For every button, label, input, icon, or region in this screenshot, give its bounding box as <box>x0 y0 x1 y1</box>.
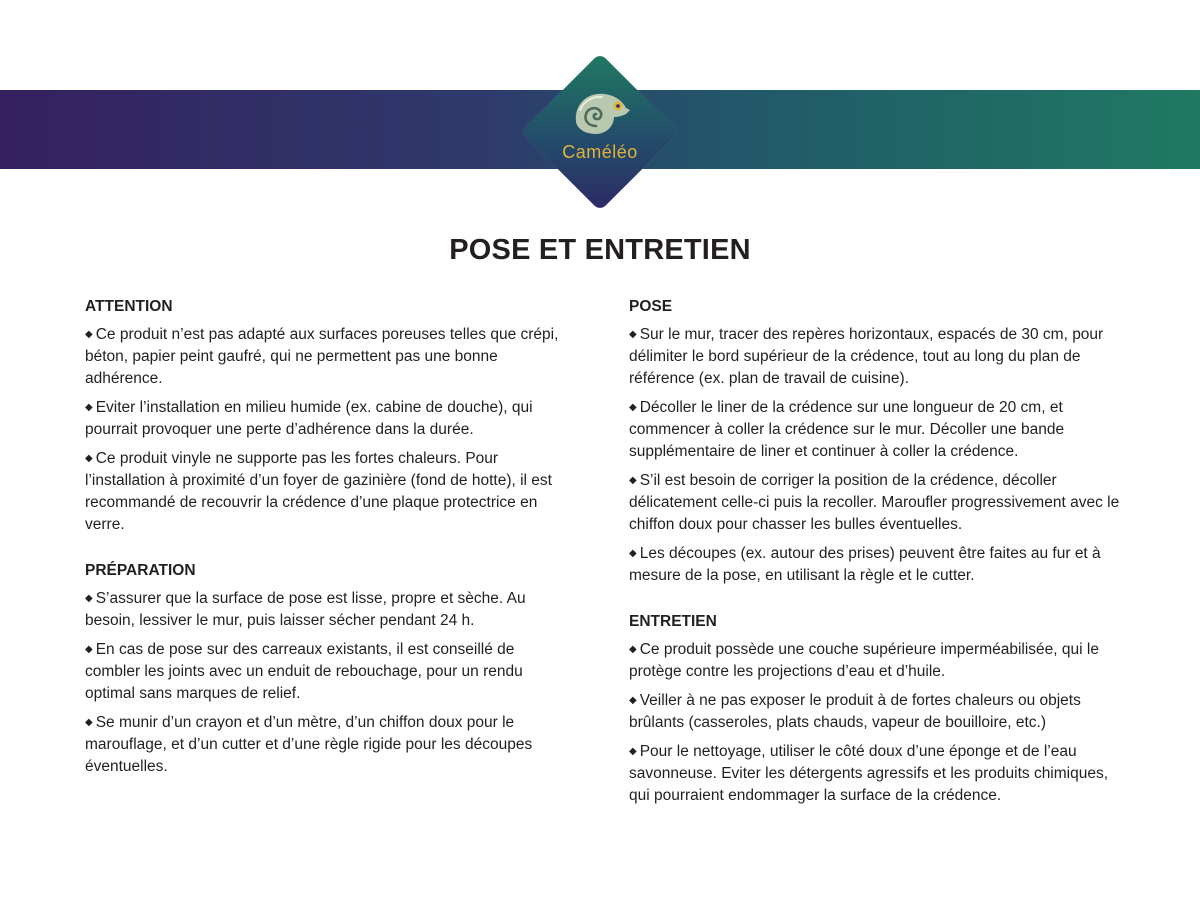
list-item <box>85 397 565 441</box>
list-item <box>85 588 565 632</box>
list-item-text: S’assurer que la surface de pose est lisse, propre et sèche. Au besoin, lessiver le mur, puis laisser sécher pendant 24 h. <box>85 590 526 629</box>
bullet-icon: ◆ <box>85 329 93 340</box>
list-item <box>629 741 1129 807</box>
list-item-text: En cas de pose sur des carreaux existants, il est conseillé de combler les joints avec un enduit de rebouchage, pour un rendu optimal sans marques de relief. <box>85 641 523 702</box>
list-item <box>629 639 1129 683</box>
list-item <box>85 639 565 705</box>
bullet-icon: ◆ <box>629 746 637 757</box>
bullet-icon: ◆ <box>629 402 637 413</box>
section-heading: ENTRETIEN <box>629 613 717 630</box>
section-heading: ATTENTION <box>85 298 173 315</box>
section-attention <box>85 298 565 536</box>
brand-logo <box>532 64 668 200</box>
list-item-text: S’il est besoin de corriger la position de la crédence, décoller délicatement celle-ci puis la recoller. Maroufler progressivement avec le chiffon doux pour chasser les bulles éventuelles. <box>629 472 1120 533</box>
bullet-icon: ◆ <box>85 717 93 728</box>
list-item-text: Décoller le liner de la crédence sur une longueur de 20 cm, et commencer à coller la crédence sur le mur. Décoller une bande supplémentaire de liner et continuer à coller la crédence. <box>629 399 1065 460</box>
list-item-text: Se munir d’un crayon et d’un mètre, d’un chiffon doux pour le marouflage, et d’un cutter et d’une règle rigide pour les découpes éventuelles. <box>85 714 533 775</box>
list-item-text: Ce produit vinyle ne supporte pas les fortes chaleurs. Pour l’installation à proximité d’un foyer de gazinière (fond de hotte), il est recommandé de recouvrir la crédence d’une plaque protectrice en verre. <box>85 450 552 533</box>
list-item-text: Les découpes (ex. autour des prises) peuvent être faites au fur et à mesure de la pose, en utilisant la règle et le cutter. <box>629 545 1101 584</box>
list-item <box>85 448 565 536</box>
list-item <box>85 324 565 390</box>
list-item <box>85 712 565 778</box>
right-column <box>629 298 1129 833</box>
section-entretien <box>629 613 1129 807</box>
bullet-icon: ◆ <box>629 329 637 340</box>
section-pose <box>629 298 1129 587</box>
section-heading: PRÉPARATION <box>85 562 196 579</box>
list-item-text: Ce produit possède une couche supérieure imperméabilisée, qui le protège contre les projections d’eau et d’huile. <box>629 641 1099 680</box>
bullet-icon: ◆ <box>85 402 93 413</box>
chameleon-icon <box>570 86 632 138</box>
list-item <box>629 470 1129 536</box>
list-item-text: Veiller à ne pas exposer le produit à de fortes chaleurs ou objets brûlants (casseroles, plats chauds, vapeur de bouilloire, etc.) <box>629 692 1081 731</box>
bullet-icon: ◆ <box>85 644 93 655</box>
bullet-icon: ◆ <box>629 548 637 559</box>
left-column <box>85 298 565 804</box>
list-item-text: Sur le mur, tracer des repères horizontaux, espacés de 30 cm, pour délimiter le bord supérieur de la crédence, tout au long du plan de référence (ex. plan de travail de cuisine). <box>629 326 1104 387</box>
brand-name: Caméléo <box>562 142 638 162</box>
section-heading: POSE <box>629 298 673 315</box>
section-preparation <box>85 562 565 778</box>
list-item <box>629 690 1129 734</box>
bullet-icon: ◆ <box>85 593 93 604</box>
list-item-text: Ce produit n’est pas adapté aux surfaces poreuses telles que crépi, béton, papier peint gaufré, qui ne permettent pas une bonne adhérence. <box>85 326 559 387</box>
list-item <box>629 543 1129 587</box>
list-item-text: Pour le nettoyage, utiliser le côté doux d’une éponge et de l’eau savonneuse. Eviter les détergents agressifs et les produits chimiques, qui pourraient endommager la surface de la crédence. <box>629 743 1109 804</box>
list-item <box>629 324 1129 390</box>
list-item-text: Eviter l’installation en milieu humide (ex. cabine de douche), qui pourrait provoquer une perte d’adhérence dans la durée. <box>85 399 533 438</box>
bullet-icon: ◆ <box>85 453 93 464</box>
page-title: POSE ET ENTRETIEN <box>449 234 751 266</box>
list-item <box>629 397 1129 463</box>
bullet-icon: ◆ <box>629 475 637 486</box>
bullet-icon: ◆ <box>629 644 637 655</box>
bullet-icon: ◆ <box>629 695 637 706</box>
